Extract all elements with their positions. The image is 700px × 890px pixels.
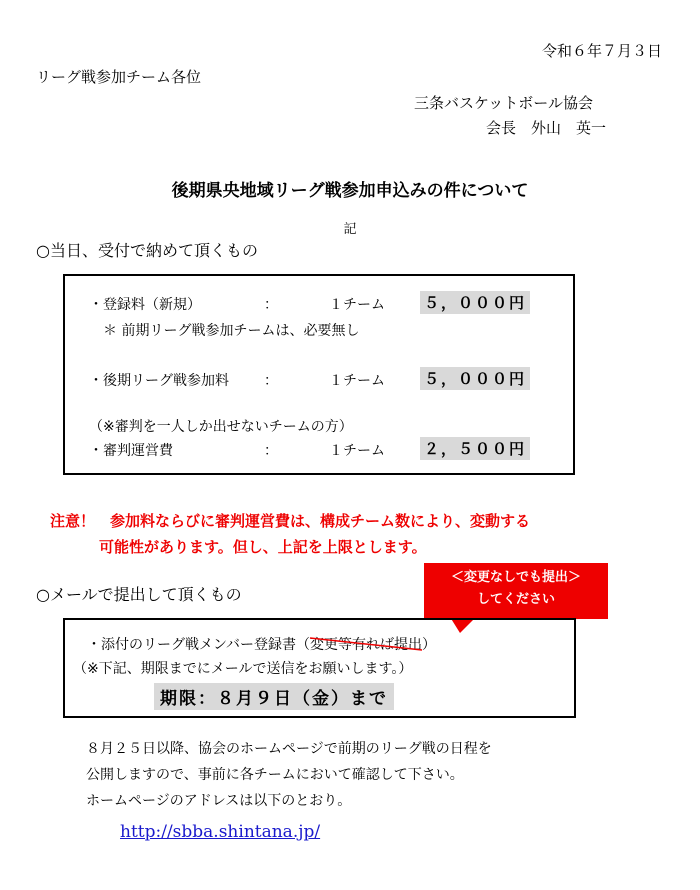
referee-fee-colon: ： <box>264 443 278 459</box>
email-instruction: （※下記、期限までにメールで送信をお願いします。） <box>73 661 413 677</box>
fees-box <box>63 274 575 475</box>
footer-paragraph-3: ホームページのアドレスは以下のとおり。 <box>86 793 352 809</box>
section-heading-onsite: ○当日、受付で納めて頂くもの <box>36 241 258 260</box>
homepage-link[interactable]: http://sbba.shintana.jp/ <box>120 822 321 842</box>
member-form-item-prefix: ・添付のリーグ戦メンバー登録書（ <box>87 637 311 653</box>
callout-line-2: してください <box>476 592 555 607</box>
referee-fee-amount: ２，５００円 <box>420 437 530 460</box>
callout-submit-even-without-change <box>424 563 608 619</box>
section-heading-email: ○メールで提出して頂くもの <box>36 585 242 604</box>
footer-paragraph-1: ８月２５日以降、協会のホームページで前期のリーグ戦の日程を <box>86 741 492 757</box>
president-name: 会長 外山 英一 <box>486 119 607 137</box>
warning-line-2: 可能性があります。但し、上記を上限とします。 <box>99 538 427 556</box>
member-form-item <box>87 634 436 654</box>
referee-note: （※審判を一人しか出せないチームの方） <box>89 419 353 435</box>
referee-fee-per-team: １チーム <box>329 443 385 459</box>
registration-fee-note: ＊ 前期リーグ戦参加チームは、必要無し <box>103 323 360 339</box>
registration-fee-label: ・登録料（新規） <box>89 297 201 313</box>
organization-name: 三条バスケットボール協会 <box>414 94 593 112</box>
deadline-text: 期限：８月９日（金）まで <box>154 683 394 710</box>
member-form-item-struck: 変更等有れば提出 <box>310 637 423 653</box>
ki-marker: 記 <box>343 222 357 237</box>
callout-line-1: ＜変更なしでも提出＞ <box>450 570 581 585</box>
addressee: リーグ戦参加チーム各位 <box>36 68 202 86</box>
document-title: 後期県央地域リーグ戦参加申込みの件について <box>171 181 529 201</box>
league-fee-label: ・後期リーグ戦参加料 <box>89 373 229 389</box>
struck-text-wrapper <box>310 634 422 654</box>
registration-fee-amount: ５，０００円 <box>420 291 530 314</box>
document-date: 令和６年７月３日 <box>541 42 662 60</box>
footer-paragraph-2: 公開しますので、事前に各チームにおいて確認して下さい。 <box>86 767 464 783</box>
warning-line-1: 注意！ 参加料ならびに審判運営費は、構成チーム数により、変動する <box>50 512 531 530</box>
registration-fee-colon: ： <box>264 297 278 313</box>
league-fee-per-team: １チーム <box>329 373 385 389</box>
member-form-item-suffix: ） <box>422 637 437 653</box>
strikethrough-mark <box>308 632 424 656</box>
registration-fee-per-team: １チーム <box>329 297 385 313</box>
referee-fee-label: ・審判運営費 <box>89 443 173 459</box>
league-fee-colon: ： <box>264 373 278 389</box>
league-fee-amount: ５，０００円 <box>420 367 530 390</box>
